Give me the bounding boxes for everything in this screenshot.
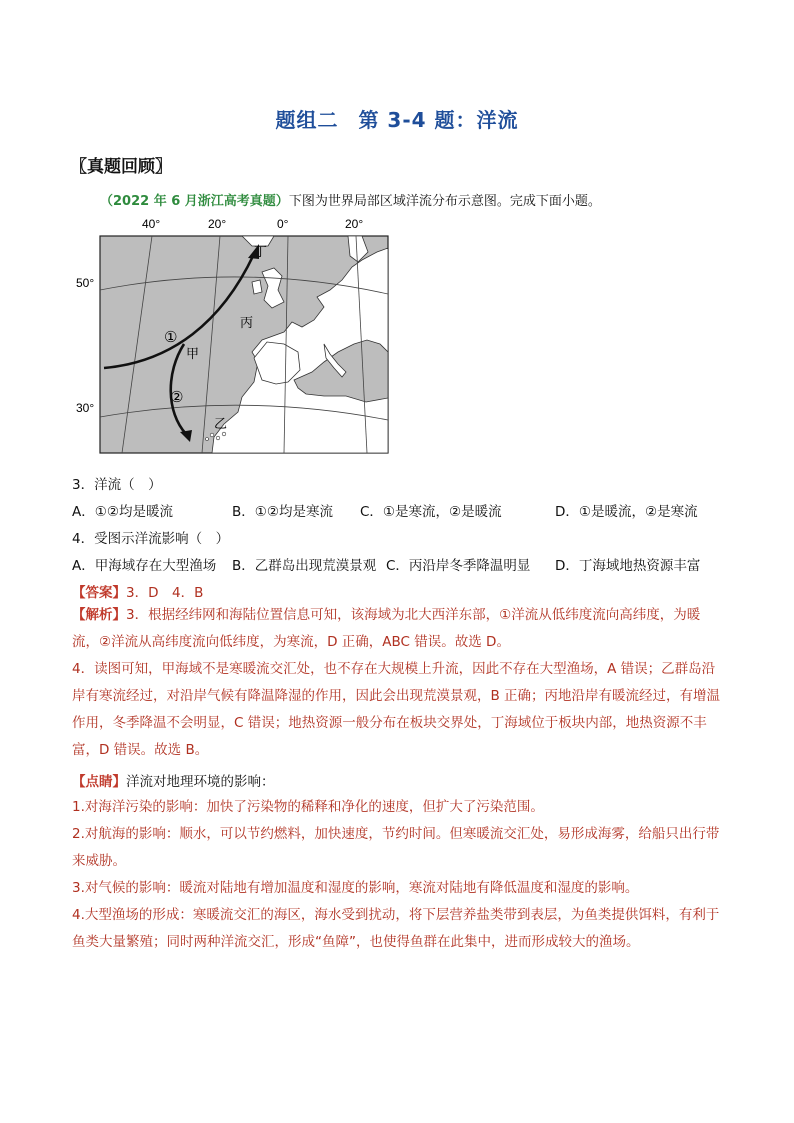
lon-label-0: 0°	[277, 217, 289, 231]
place-label-ding: 丁	[254, 245, 268, 260]
analysis-tag: 【解析】	[72, 607, 126, 623]
q4-option-b: B．乙群岛出现荒漠景观	[232, 558, 377, 574]
lon-label-20w: 20°	[208, 217, 227, 231]
title-group: 题组二	[275, 108, 339, 132]
q3-option-b: B．①②均是寒流	[232, 504, 333, 520]
q3-option-c: C．①是寒流，②是暖流	[360, 504, 502, 520]
q4-stem: 4．受图示洋流影响（ ）	[72, 531, 230, 547]
q3-stem: 3．洋流（ ）	[72, 477, 162, 493]
section-heading: 〖真题回顾〗	[70, 157, 172, 177]
q3-option-a: A．①②均是暖流	[72, 504, 173, 520]
ocean-current-map	[62, 212, 402, 457]
exam-source: （2022 年 6 月浙江高考真题）	[100, 194, 289, 209]
lat-label-30n: 30°	[76, 401, 95, 415]
q4-option-d: D．丁海域地热资源丰富	[555, 558, 701, 574]
lon-label-20e: 20°	[345, 217, 364, 231]
lon-label-40w: 40°	[142, 217, 161, 231]
tip-item: 1.对海洋污染的影响：加快了污染物的稀释和净化的速度，但扩大了污染范围。	[72, 799, 544, 815]
tips-heading: 洋流对地理环境的影响：	[126, 774, 275, 790]
q4-option-c: C．丙沿岸冬季降温明显	[386, 558, 531, 574]
current-label-2: ②	[170, 388, 184, 406]
place-label-bing: 丙	[240, 316, 254, 331]
answer-line	[72, 581, 203, 601]
analysis-q3	[72, 602, 724, 656]
question-intro	[100, 190, 601, 209]
answer-text: 3．D 4．B	[126, 585, 204, 601]
tips-heading-line	[72, 770, 275, 790]
q4-option-a: A．甲海域存在大型渔场	[72, 558, 217, 574]
current-label-1: ①	[164, 328, 178, 346]
intro-text: 下图为世界局部区域洋流分布示意图。完成下面小题。	[288, 194, 601, 209]
q3-option-d: D．①是暖流，②是寒流	[555, 504, 698, 520]
page-title	[0, 104, 794, 133]
tips-tag: 【点睛】	[72, 774, 126, 790]
answer-tag: 【答案】	[72, 585, 126, 601]
analysis-q3-text: 3．根据经纬网和海陆位置信息可知，该海域为北大西洋东部，①洋流从低纬度流向高纬度，为暖流，②洋流从高纬度流向低纬度，为寒流，D 正确，ABC 错误。故选 D。	[72, 607, 701, 650]
analysis-q4: 4．读图可知，甲海域不是寒暖流交汇处，也不存在大规模上升流，因此不存在大型渔场，A 错误；乙群岛沿岸有寒流经过，对沿岸气候有降温降湿的作用，因此会出现荒漠景观，B 正确；丙地沿岸有暖流经过，有增温作用，冬季降温不会明显，C 错误；地热资源一般分布在板块交界处，丁海域位于板块内部，地热资源不丰富，D 错误。故选 B。	[72, 661, 721, 758]
tip-item: 4.大型渔场的形成：寒暖流交汇的海区，海水受到扰动，将下层营养盐类带到表层，为鱼类提供饵料，有利于鱼类大量繁殖；同时两种洋流交汇，形成“鱼障”，也使得鱼群在此集中，进而形成较大的渔场。	[72, 907, 720, 950]
tip-item: 3.对气候的影响：暖流对陆地有增加温度和湿度的影响，寒流对陆地有降低温度和湿度的影响。	[72, 880, 639, 896]
place-label-yi: 乙	[214, 417, 228, 432]
place-label-jia: 甲	[186, 347, 200, 362]
tip-item: 2.对航海的影响：顺水，可以节约燃料，加快速度，节约时间。但寒暖流交汇处，易形成海雾，给船只出行带来威胁。	[72, 826, 720, 869]
title-topic: 第 3-4 题：洋流	[358, 108, 519, 132]
lat-label-50n: 50°	[76, 276, 95, 290]
